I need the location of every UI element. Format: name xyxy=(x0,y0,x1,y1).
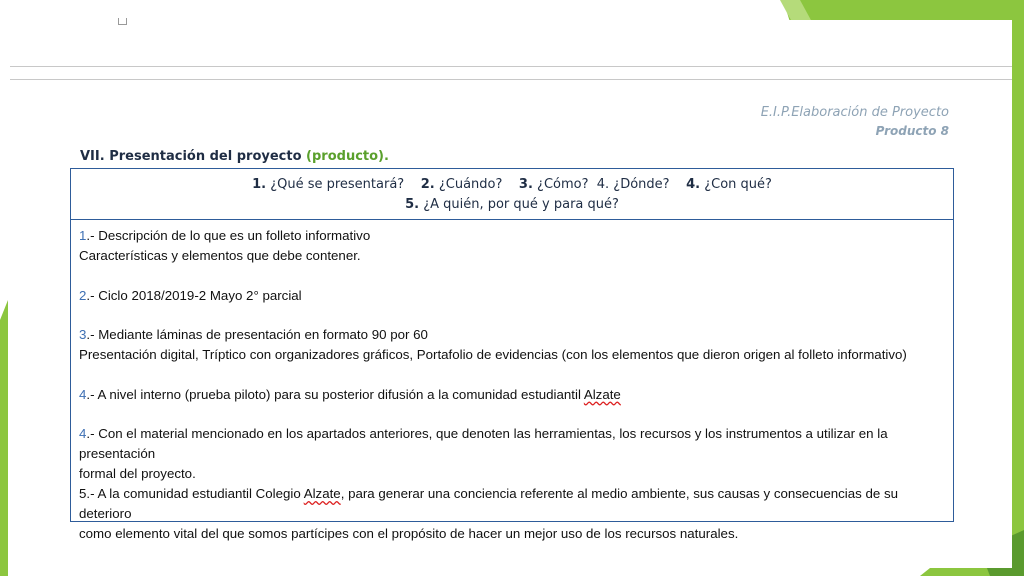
green-stripe-top-right xyxy=(783,0,1024,22)
answer-4-line-1 xyxy=(79,385,943,405)
document-header xyxy=(761,103,949,141)
answer-5-text-pre: 5.- A la comunidad estudiantil Colegio xyxy=(79,486,304,501)
corner-crop-mark xyxy=(118,18,127,25)
answer-1-number: 1 xyxy=(79,228,87,243)
answer-1-line-1 xyxy=(79,226,943,246)
answers-body xyxy=(79,226,943,544)
answer-4b-number: 4 xyxy=(79,426,87,441)
q4-number: 4. xyxy=(596,177,610,192)
q1-number: 1. xyxy=(252,177,267,192)
q4b-number: 4. xyxy=(686,177,701,192)
header-rule-top xyxy=(10,66,1012,67)
q2-number: 2. xyxy=(420,177,435,192)
header-project-title: E.I.P.Elaboración de Proyecto xyxy=(760,105,949,120)
q1-text: ¿Qué se presentará? xyxy=(266,177,405,192)
answer-3-number: 3 xyxy=(79,327,87,342)
answer-1-text: .- Descripción de lo que es un folleto informativo xyxy=(86,228,371,243)
q4b-text: ¿Con qué? xyxy=(700,177,772,192)
answer-3-text: .- Mediante láminas de presentación en formato 90 por 60 xyxy=(86,327,428,342)
answer-5-line-1 xyxy=(79,484,943,524)
section-title-accent: (producto). xyxy=(306,149,389,164)
header-rule-bottom xyxy=(10,79,1012,80)
project-table xyxy=(70,168,954,541)
answer-2-line-1 xyxy=(79,286,943,306)
header-product-label: Producto 8 xyxy=(875,124,949,138)
q4-text: ¿Dónde? xyxy=(609,177,670,192)
q3-text: ¿Cómo? xyxy=(532,177,589,192)
q2-text: ¿Cuándo? xyxy=(434,177,503,192)
answer-4b-line-1 xyxy=(79,424,943,464)
answer-3-line-2: Presentación digital, Tríptico con organizadores gráficos, Portafolio de evidencias (con los elementos que dieron origen al folleto informativo) xyxy=(79,347,907,362)
answer-4b-line-2: formal del proyecto. xyxy=(79,466,196,481)
questions-line-2 xyxy=(71,195,953,215)
questions-header-row xyxy=(71,169,953,220)
answer-5-text-post: , para generar una conciencia referente al medio ambiente, sus causas y consecuencias de su deterioro xyxy=(79,486,899,521)
answer-3-line-1 xyxy=(79,325,943,345)
answer-4-spellcheck-word: Alzate xyxy=(583,386,621,402)
section-title xyxy=(80,149,389,164)
q5-number: 5. xyxy=(405,197,420,212)
answer-5-line-2: como elemento vital del que somos partícipes con el propósito de hacer un mejor uso de los recursos naturales. xyxy=(79,526,739,541)
green-stripe-left-edge xyxy=(0,300,8,576)
q5-text: ¿A quién, por qué y para qué? xyxy=(419,197,619,212)
green-stripe-right-edge xyxy=(1012,20,1024,576)
answer-4-text: .- A nivel interno (prueba piloto) para su posterior difusión a la comunidad estudiantil xyxy=(86,386,584,402)
questions-line-1 xyxy=(71,175,953,195)
answer-2-text: .- Ciclo 2018/2019-2 Mayo 2° parcial xyxy=(86,287,302,303)
answer-4b-text: .- Con el material mencionado en los apartados anteriores, que denoten las herramientas, los recursos y los instrumentos a utilizar en la presentación xyxy=(79,426,888,461)
section-title-main: VII. Presentación del proyecto xyxy=(80,149,307,164)
answer-2-number: 2 xyxy=(79,287,87,303)
answer-1-line-2: Características y elementos que debe contener. xyxy=(79,248,361,263)
q3-number: 3. xyxy=(518,177,533,192)
answer-5-spellcheck-word: Alzate xyxy=(303,486,341,501)
answer-4-number: 4 xyxy=(79,386,87,402)
